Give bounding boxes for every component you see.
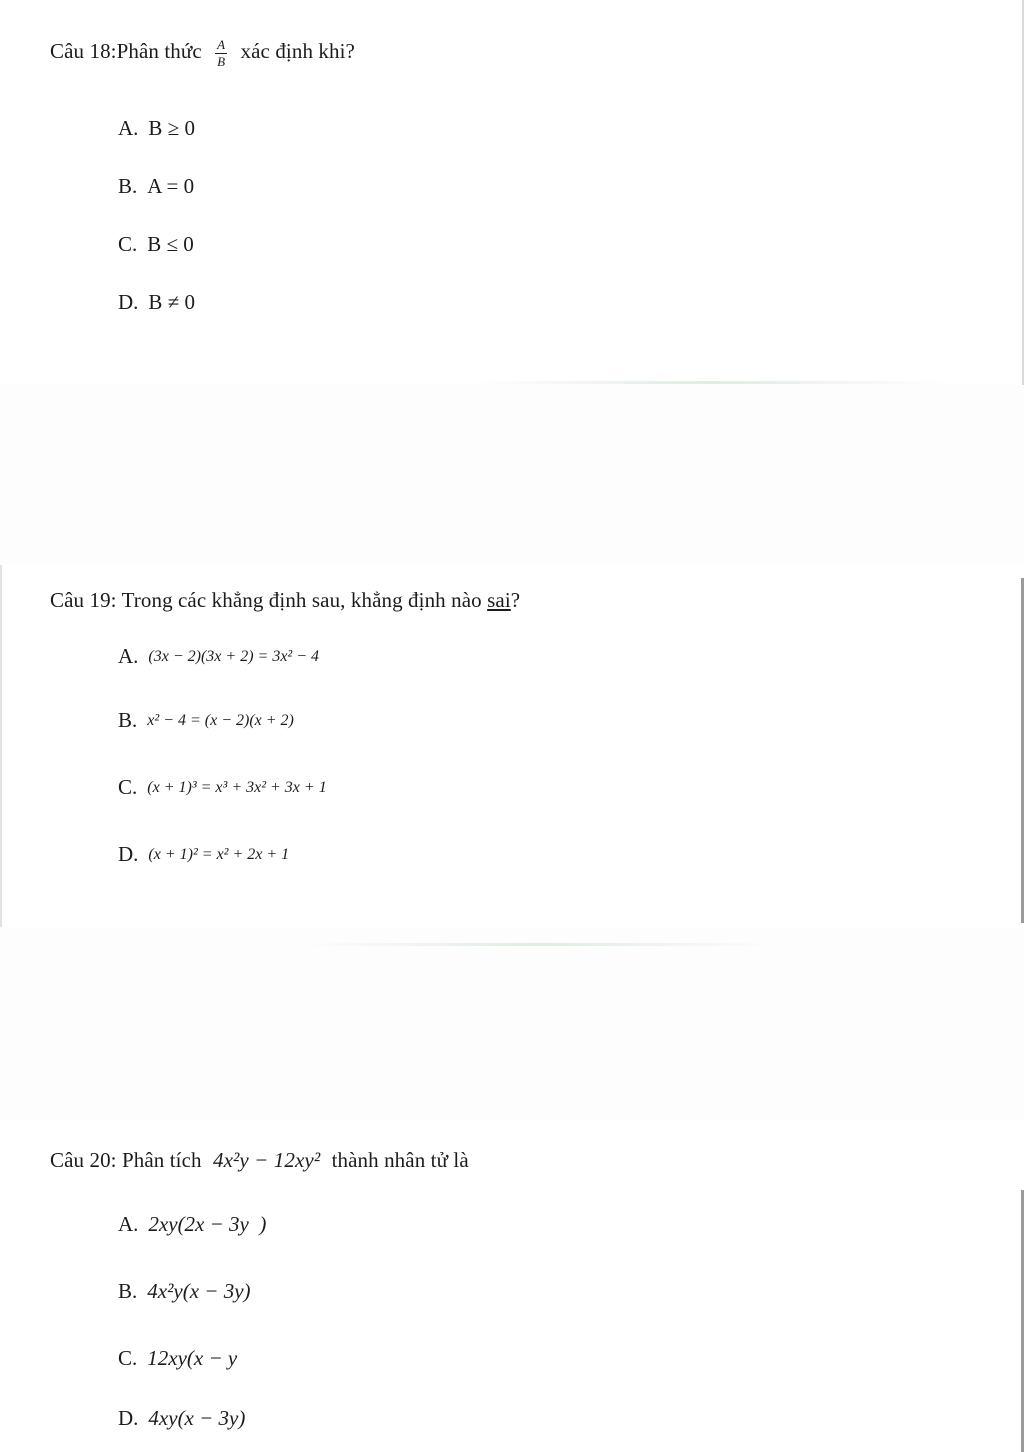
fraction-denominator: B: [217, 53, 226, 69]
q18-option-d[interactable]: [118, 290, 195, 315]
option-letter: D.: [118, 842, 139, 866]
option-expression: A = 0: [147, 174, 195, 198]
q20-prefix: Câu 20: Phân tích: [50, 1148, 202, 1172]
question-19-panel: [0, 565, 1024, 927]
q20-suffix: thành nhân tử là: [331, 1148, 469, 1172]
q18-option-c[interactable]: [118, 232, 194, 257]
q19-emphasis: sai: [487, 588, 511, 612]
q18-option-b[interactable]: [118, 174, 194, 199]
q18-prefix: Câu 18:Phân thức: [50, 38, 202, 63]
option-expression: B ≥ 0: [148, 116, 195, 140]
option-expression: 4xy(x − 3y): [148, 1406, 246, 1430]
separator-line-1: [470, 381, 950, 384]
q20-option-d[interactable]: [118, 1406, 245, 1431]
option-expression: 12xy(x − y: [147, 1346, 238, 1370]
option-letter: A.: [118, 644, 139, 668]
option-expression: (x + 1)² = x² + 2x + 1: [148, 845, 290, 863]
option-letter: C.: [118, 232, 138, 256]
q19-option-a[interactable]: [118, 644, 319, 669]
option-letter: C.: [118, 1346, 138, 1370]
option-letter: B.: [118, 174, 138, 198]
q19-prefix: Câu 19: Trong các khẳng định sau, khẳng định nào: [50, 588, 482, 612]
q20-option-b[interactable]: [118, 1279, 251, 1304]
option-letter: A.: [118, 1212, 139, 1236]
q20-expression: 4x²y − 12xy²: [212, 1148, 321, 1172]
option-letter: D.: [118, 290, 139, 314]
q20-option-a[interactable]: [118, 1212, 266, 1237]
option-expression: B ≤ 0: [147, 232, 194, 256]
option-letter: C.: [118, 775, 138, 799]
question-20-text: [50, 1148, 469, 1173]
option-expression: 4x²y(x − 3y): [147, 1279, 251, 1303]
option-letter: B.: [118, 708, 138, 732]
option-expression: B ≠ 0: [148, 290, 195, 314]
blank-gap-1: [0, 385, 1024, 565]
q19-option-b[interactable]: [118, 708, 294, 733]
q18-suffix: xác định khi?: [240, 38, 355, 63]
fraction-a-over-b: [215, 38, 227, 68]
fraction-numerator: A: [217, 37, 226, 52]
option-expression: (3x − 2)(3x + 2) = 3x² − 4: [148, 647, 320, 665]
q19-option-d[interactable]: [118, 842, 289, 867]
option-letter: A.: [118, 116, 139, 140]
q19-option-c[interactable]: [118, 775, 327, 800]
option-expression: (x + 1)³ = x³ + 3x² + 3x + 1: [147, 778, 327, 796]
question-19-text: [50, 588, 520, 613]
q20-option-c[interactable]: [118, 1346, 237, 1371]
question-18-text: [50, 38, 355, 68]
option-letter: D.: [118, 1406, 139, 1430]
blank-gap-2: [0, 927, 1024, 1120]
option-expression: 2xy(2x − 3y ): [148, 1212, 267, 1236]
q18-option-a[interactable]: [118, 116, 195, 141]
option-letter: B.: [118, 1279, 138, 1303]
q19-suffix: ?: [510, 588, 521, 612]
separator-line-2: [300, 943, 780, 946]
option-expression: x² − 4 = (x − 2)(x + 2): [147, 711, 294, 729]
